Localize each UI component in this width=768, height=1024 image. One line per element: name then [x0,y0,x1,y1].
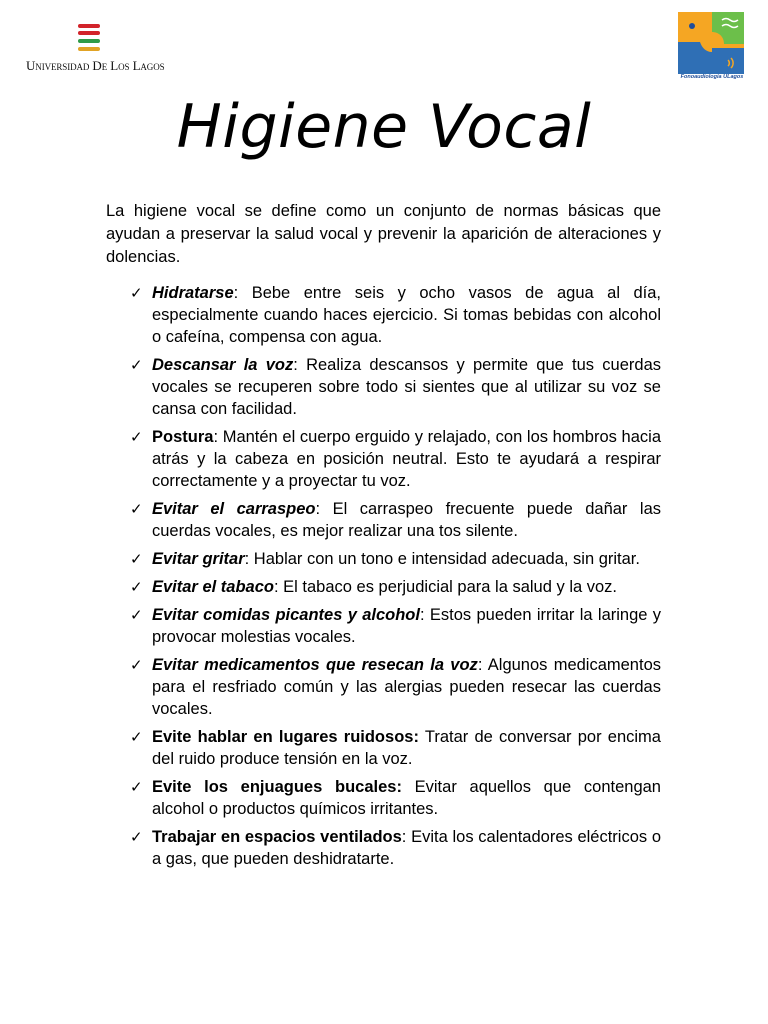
university-name: Universidad De Los Lagos [26,58,165,73]
item-separator: : [233,284,252,302]
fonoaudiologia-logo [676,12,748,84]
item-separator: : [293,356,307,374]
list-item [106,604,661,648]
item-term: Evite los enjuagues bucales: [152,778,402,796]
check-icon: ✓ [130,656,143,674]
list-item [106,282,661,348]
check-icon: ✓ [130,778,143,796]
list-item [106,498,661,542]
item-separator: : [477,656,488,674]
item-term: Evitar el carraspeo [152,500,316,518]
fonoaudiologia-label: Fonoaudiología ULagos [680,74,744,80]
item-separator: : [419,606,430,624]
item-text: Evita los calentadores eléctricos o a gas, que pueden deshidratarte. [152,828,662,868]
intro-paragraph: La higiene vocal se define como un conjunto de normas básicas que ayudan a preservar la salud vocal y prevenir la aparición de alteraciones y dolencias. [106,202,661,266]
check-icon: ✓ [130,500,143,518]
list-item [106,354,661,420]
hygiene-list [106,282,661,876]
item-term: Evitar comidas picantes y alcohol [152,606,420,624]
item-text: Hablar con un tono e intensidad adecuada, sin gritar. [253,550,640,568]
check-icon: ✓ [130,428,143,446]
item-text: Estos pueden irritar la laringe y provocar molestias vocales. [152,606,662,646]
item-text: Bebe entre seis y ocho vasos de agua al día, especialmente cuando haces ejercicio. Si tomas bebidas con alcohol o cafeína, compensa con agua. [152,284,661,346]
item-term: Evitar el tabaco [152,578,274,596]
item-term: Evitar medicamentos que resecan la voz [152,656,478,674]
fonoaudiologia-emblem-icon [678,12,744,74]
check-icon: ✓ [130,828,143,846]
check-icon: ✓ [130,356,143,374]
check-icon: ✓ [130,578,143,596]
item-term: Hidratarse [152,284,234,302]
page-title: Higiene Vocal [176,92,592,162]
check-icon: ✓ [130,550,143,568]
item-text: El tabaco es perjudicial para la salud y la voz. [283,578,618,596]
item-text: Tratar de conversar por encima del ruido produce tensión en la voz. [152,728,661,768]
item-separator: : [315,500,333,518]
list-item [106,776,661,820]
item-text: Mantén el cuerpo erguido y relajado, con los hombros hacia atrás y la cabeza en posición neutral. Esto te ayudará a respirar correctamente y a proyectar tu voz. [152,428,661,490]
check-icon: ✓ [130,284,143,302]
list-item [106,548,661,570]
item-text: El carraspeo frecuente puede dañar las cuerdas vocales, es mejor realizar una tos silente. [152,500,662,540]
university-emblem-icon [78,22,104,54]
list-item [106,426,661,492]
item-separator: : [401,828,412,846]
list-item [106,576,661,598]
item-separator: : [213,428,223,446]
check-icon: ✓ [130,606,143,624]
list-item [106,654,661,720]
item-text: Algunos medicamentos para el resfriado común y las alergias pueden resecar las cuerdas vocales. [152,656,661,718]
item-term: Trabajar en espacios ventilados [152,828,402,846]
item-separator [402,778,415,796]
item-term: Evite hablar en lugares ruidosos: [152,728,419,746]
item-text: Evitar aquellos que contengan alcohol o productos químicos irritantes. [152,778,661,818]
item-separator: : [244,550,254,568]
item-term: Postura [152,428,214,446]
list-item [106,726,661,770]
item-term: Evitar gritar [152,550,245,568]
item-separator: : [273,578,284,596]
item-text: Realiza descansos y permite que tus cuerdas vocales se recuperen sobre todo si sientes que al utilizar su voz se cansa con facilidad. [152,356,661,418]
check-icon: ✓ [130,728,143,746]
list-item [106,826,661,870]
item-term: Descansar la voz [152,356,294,374]
